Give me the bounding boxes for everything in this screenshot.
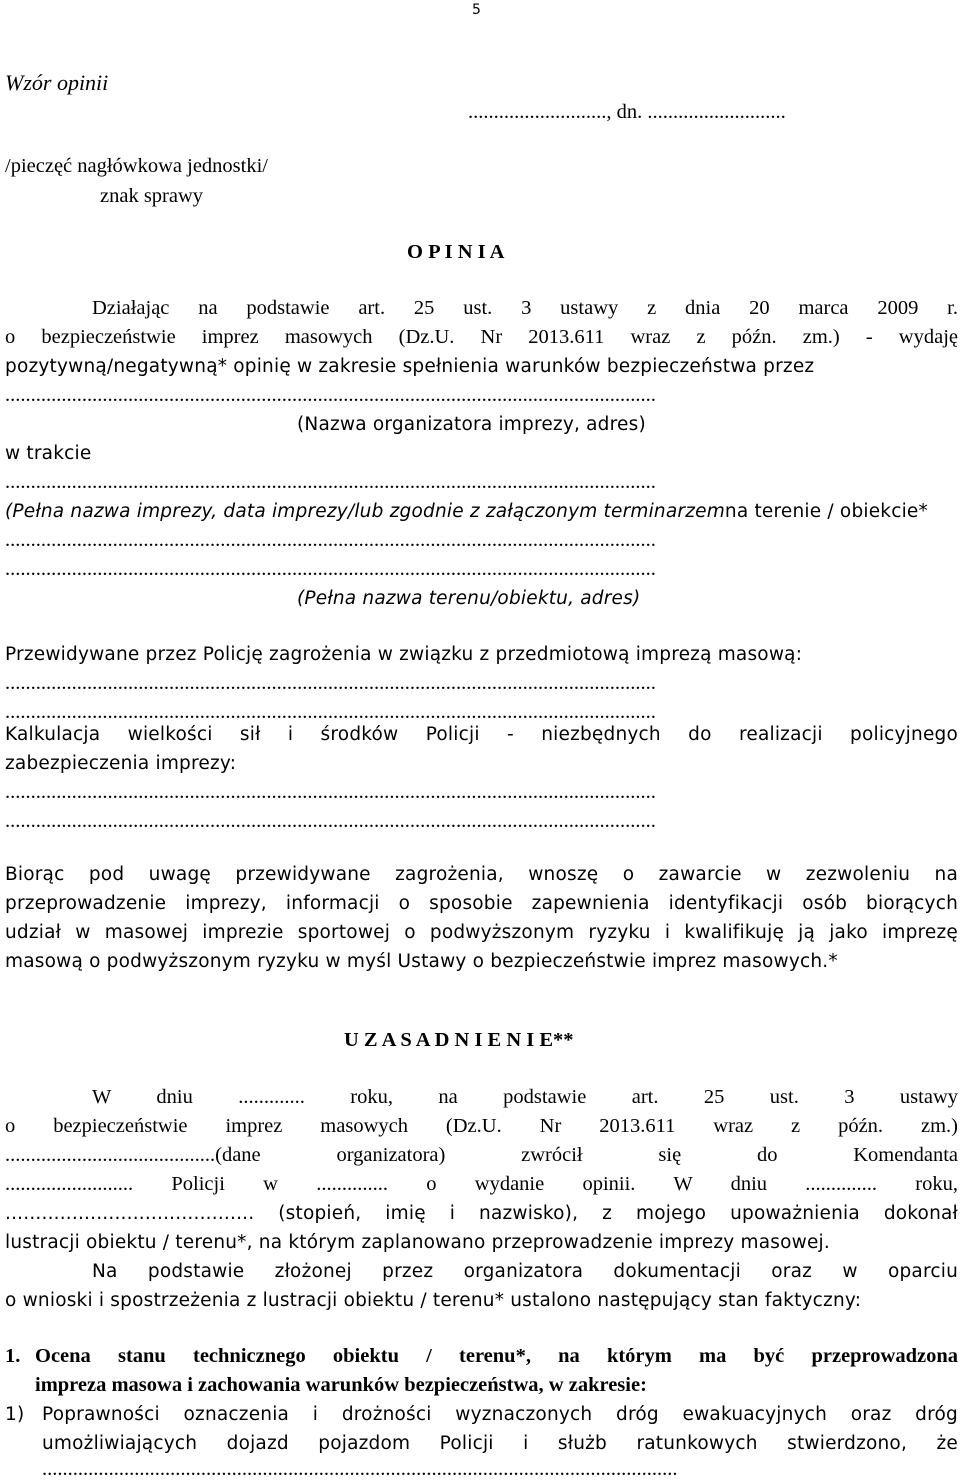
- threats-dotted-line-2: ...............................................................................................................................: [5, 701, 656, 723]
- item-line-2: umożliwiających dojazd pojazdom Policji i służb ratunkowych stwierdzono, że: [42, 1433, 958, 1454]
- conclusion-line-1: Biorąc pod uwagę przewidywane zagrożenia, wnoszę o zawarcie w zezwoleniu na: [5, 864, 958, 885]
- section-heading-line-2: impreza masowa i zachowania warunków bezpieczeństwa, w zakresie:: [35, 1374, 647, 1396]
- page-number: 5: [472, 2, 482, 18]
- justification-line-7: Na podstawie złożonej przez organizatora dokumentacji oraz w oparciu: [92, 1261, 958, 1282]
- item-number: 1): [5, 1404, 25, 1425]
- calculation-dotted-line-2: ...............................................................................................................................: [5, 810, 656, 832]
- case-ref-label: znak sprawy: [100, 185, 204, 207]
- threats-label: Przewidywane przez Policję zagrożenia w związku z przedmiotową imprezą masową:: [5, 644, 803, 665]
- calculation-line-1: Kalkulacja wielkości sił i środków Policji - niezbędnych do realizacji policyjnego: [5, 724, 958, 745]
- justification-line-5: ......................................... (stopień, imię i nazwisko), z mojego upoważnienia dokonał: [5, 1203, 958, 1224]
- organizer-dotted-line: ...............................................................................................................................: [5, 384, 656, 406]
- item-dotted-line: ............................................................................................................................: [42, 1458, 678, 1480]
- item-line-1: Poprawności oznaczenia i drożności wyznaczonych dróg ewakuacyjnych oraz dróg: [42, 1404, 958, 1425]
- justification-line-8: o wnioski i spostrzeżenia z lustracji obiektu / terenu* ustalono następujący stan faktyczny:: [5, 1290, 862, 1311]
- place-date-line: ..........................., dn. ...........................: [468, 101, 786, 123]
- stamp-label: /pieczęć nagłówkowa jednostki/: [5, 155, 268, 177]
- justification-line-4: ......................... Policji w .............. o wydanie opinii. W dniu .............. roku,: [5, 1173, 958, 1195]
- venue-dotted-line-2: ...............................................................................................................................: [5, 558, 656, 580]
- conclusion-line-3: udział w masowej imprezie sportowej o podwyższonym ryzyku i kwalifikuję ją jako imprezę: [5, 922, 958, 943]
- intro-line-3: pozytywną/negatywną* opinię w zakresie spełnienia warunków bezpieczeństwa przez: [5, 356, 815, 377]
- calculation-dotted-line-1: ...............................................................................................................................: [5, 781, 656, 803]
- venue-caption: (Pełna nazwa terenu/obiektu, adres): [297, 588, 641, 609]
- event-caption-italic: (Pełna nazwa imprezy, data imprezy/lub zgodnie z załączonym terminarzem: [5, 501, 725, 522]
- event-caption-normal: na terenie / obiekcie*: [724, 501, 928, 522]
- section-number: 1.: [5, 1345, 21, 1367]
- intro-line-2: o bezpieczeństwie imprez masowych (Dz.U. Nr 2013.611 wraz z późn. zm.) - wydaję: [5, 326, 958, 348]
- justification-line-1: W dniu ............. roku, na podstawie art. 25 ust. 3 ustawy: [92, 1086, 958, 1108]
- event-dotted-line: ...............................................................................................................................: [5, 471, 656, 493]
- conclusion-line-4: masową o podwyższonym ryzyku w myśl Ustawy o bezpieczeństwie imprez masowych.*: [5, 951, 838, 972]
- during-label: w trakcie: [5, 443, 92, 464]
- calculation-line-2: zabezpieczenia imprezy:: [5, 753, 237, 774]
- intro-line-1: Działając na podstawie art. 25 ust. 3 ustawy z dnia 20 marca 2009 r.: [92, 297, 958, 319]
- justification-title: U Z A S A D N I E N I E**: [344, 1029, 574, 1051]
- opinion-title: O P I N I A: [407, 241, 505, 263]
- section-heading-line-1: Ocena stanu technicznego obiektu / terenu*, na którym ma być przeprowadzona: [35, 1345, 958, 1367]
- justification-line-3: .........................................(dane organizatora) zwrócił się do Komendanta: [5, 1144, 958, 1166]
- conclusion-line-2: przeprowadzenie imprezy, informacji o sposobie zapewnienia identyfikacji osób biorących: [5, 893, 958, 914]
- justification-line-6: lustracji obiektu / terenu*, na którym zaplanowano przeprowadzenie imprezy masowej.: [5, 1232, 830, 1253]
- justification-line-2: o bezpieczeństwie imprez masowych (Dz.U. Nr 2013.611 wraz z późn. zm.): [5, 1115, 958, 1137]
- document-heading: Wzór opinii: [5, 70, 109, 95]
- threats-dotted-line-1: ...............................................................................................................................: [5, 672, 656, 694]
- venue-dotted-line-1: ...............................................................................................................................: [5, 529, 656, 551]
- organizer-caption: (Nazwa organizatora imprezy, adres): [297, 414, 646, 435]
- event-caption: [5, 497, 928, 526]
